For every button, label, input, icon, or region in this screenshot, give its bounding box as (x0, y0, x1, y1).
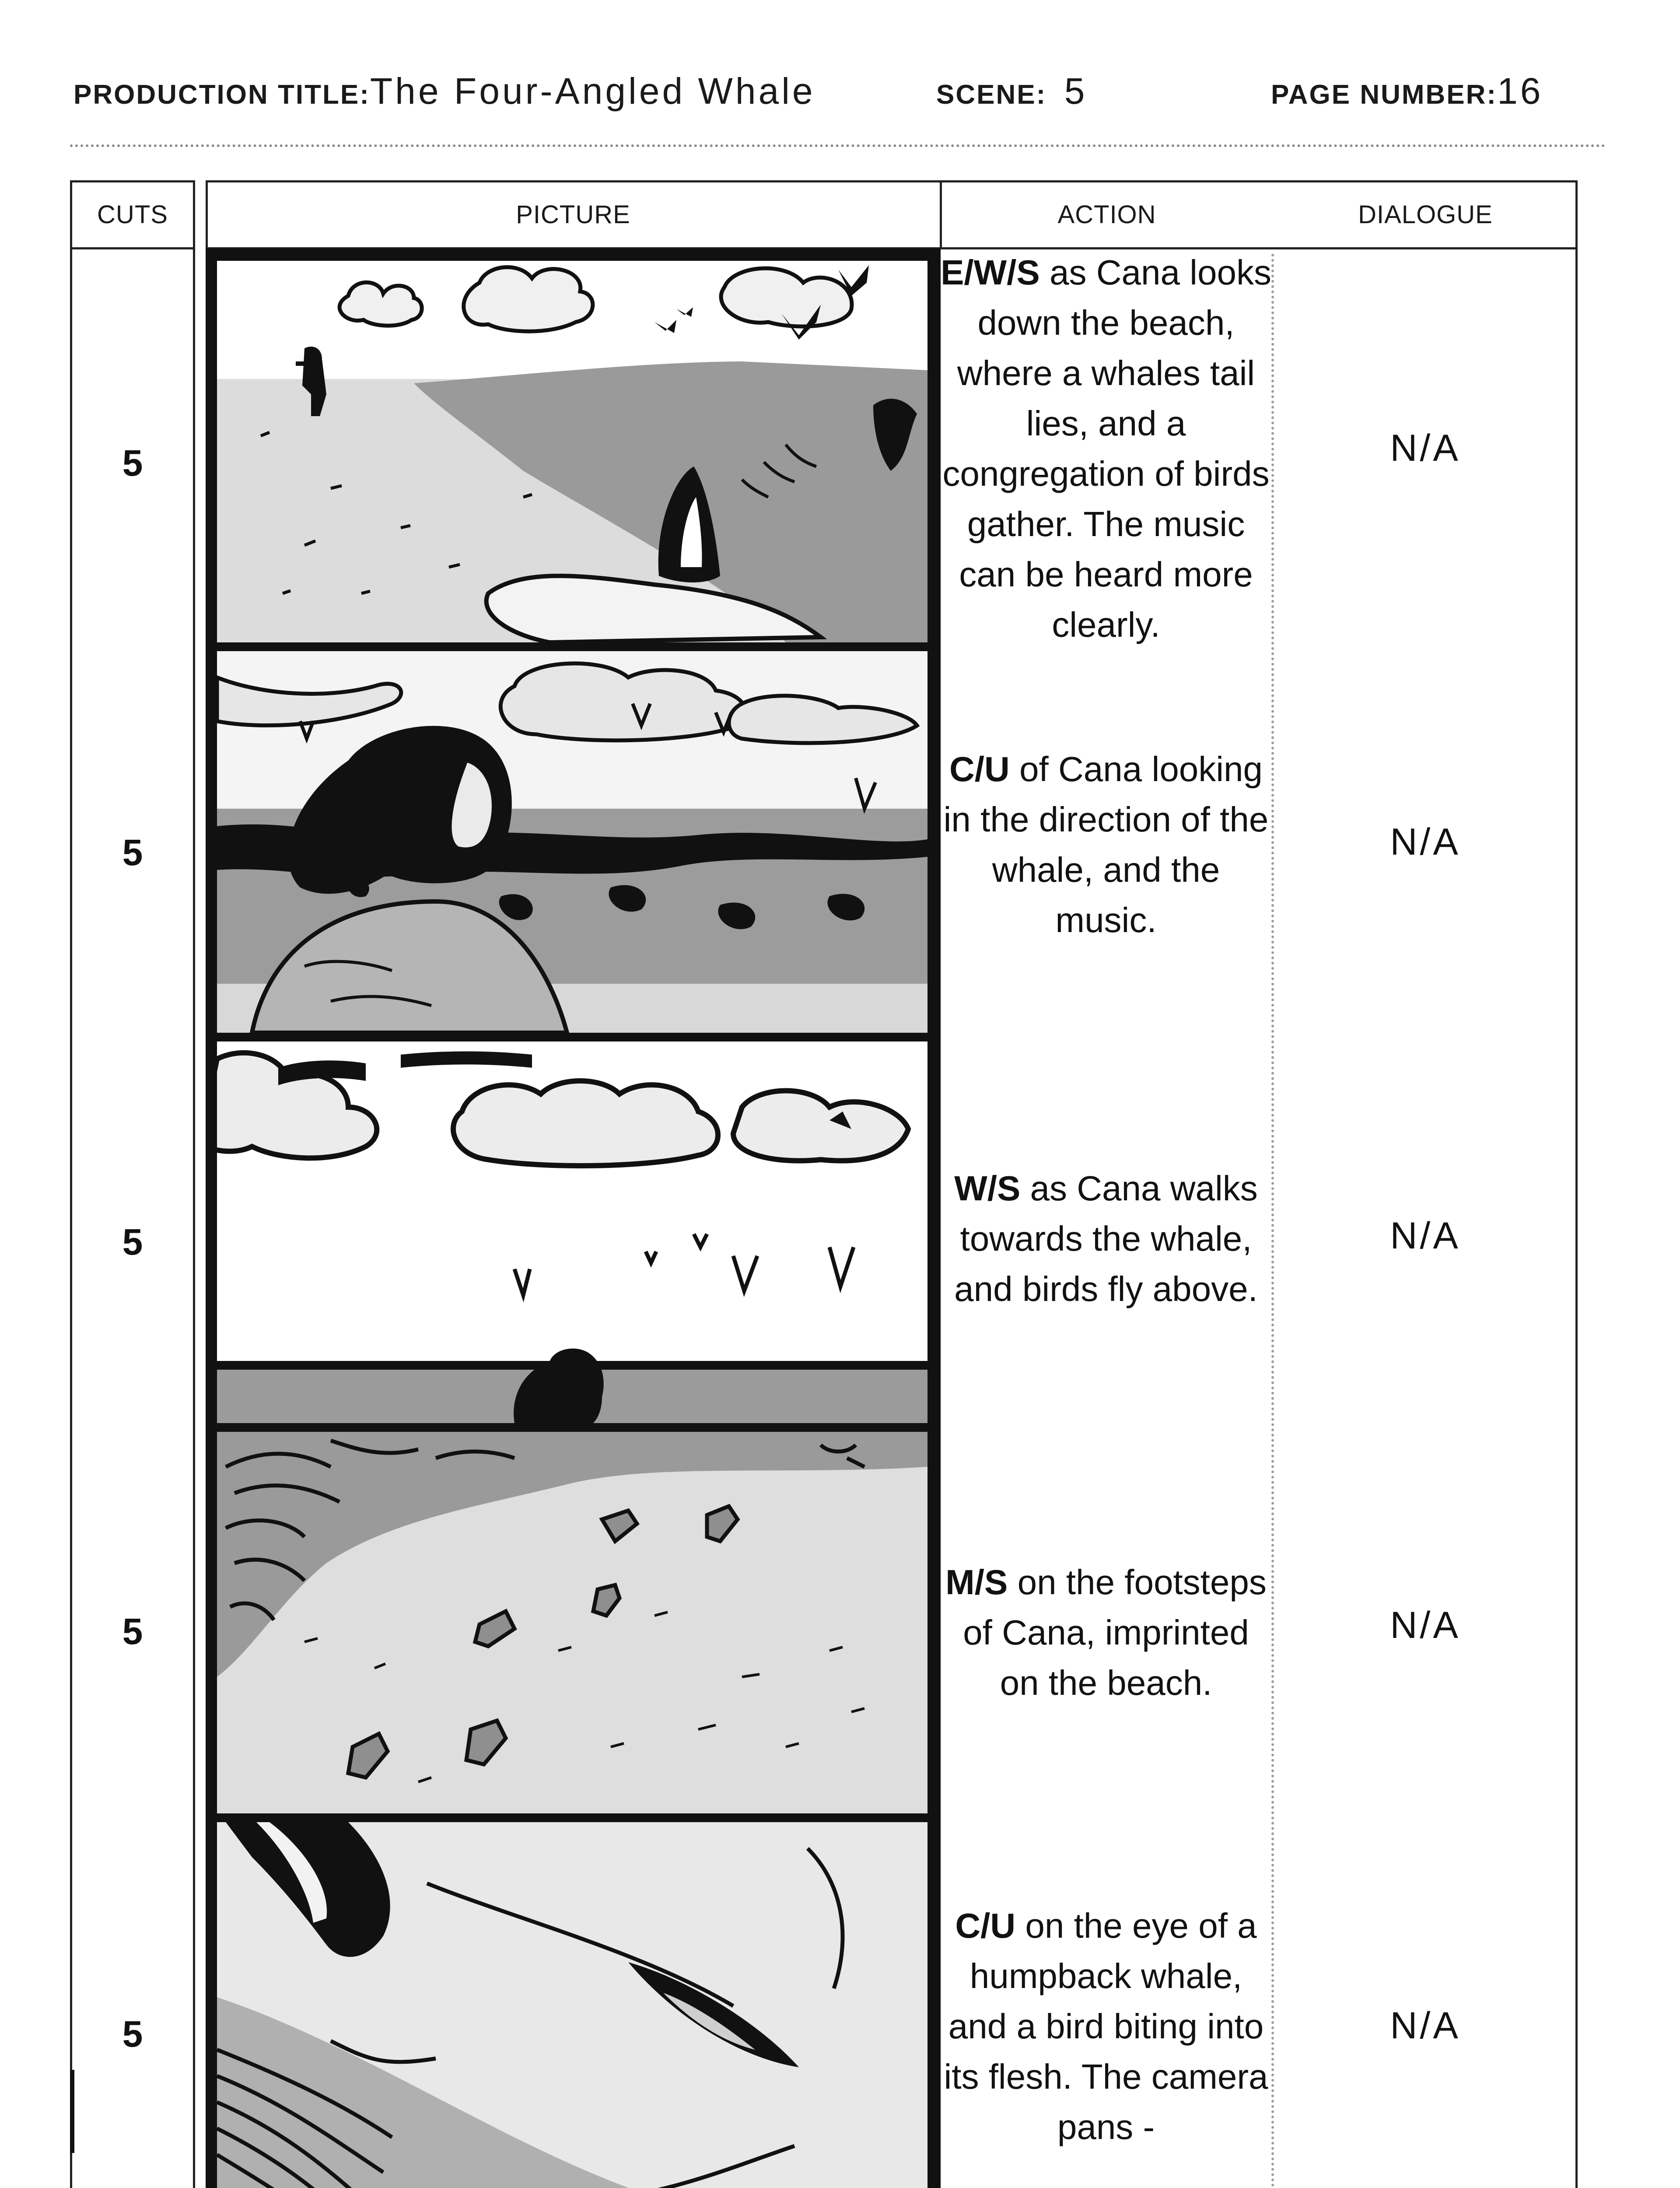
header-divider (70, 144, 1606, 147)
page-number-field (1271, 70, 1544, 112)
production-title-label: PRODUCTION TITLE: (74, 80, 370, 110)
action-description (941, 648, 1271, 1041)
shot-type: C/U (955, 1906, 1016, 1945)
production-title-value: The Four-Angled Whale (370, 70, 816, 112)
dialogue-text: N/A (1390, 1604, 1461, 1646)
production-title (74, 70, 816, 112)
action-text: on the footsteps of Cana, imprinted on the beach. (963, 1562, 1267, 1702)
action-text: as Cana walks towards the whale, and birds fly above. (954, 1168, 1258, 1308)
dialogue-text: N/A (1390, 1215, 1461, 1257)
shot-type: E/W/S (941, 253, 1040, 292)
storyboard-panel-whale-eye (217, 1822, 928, 2188)
storyboard-panel-cana-closeup (217, 651, 928, 1033)
cut-number: 5 (122, 2013, 143, 2055)
scene-value: 5 (1064, 70, 1088, 112)
dialogue-text: N/A (1390, 2005, 1461, 2047)
page-number-value: 16 (1497, 70, 1544, 112)
storyboard-panel-beach-whale-tail (217, 261, 928, 642)
cut-number: 5 (122, 832, 143, 873)
cut-number: 5 (122, 1611, 143, 1652)
action-description (941, 249, 1271, 648)
action-text: as Cana looks down the beach, where a whales tail lies, and a congregation of birds gather. The music can be heard more clearly. (942, 253, 1271, 644)
cut-number: 5 (122, 442, 143, 484)
shot-type: W/S (954, 1168, 1021, 1208)
action-description (941, 1829, 1271, 2188)
storyboard-panel-cana-wide (217, 1041, 928, 1423)
column-header-action: ACTION (1057, 200, 1156, 229)
action-description (941, 1041, 1271, 1435)
shot-type: M/S (945, 1562, 1008, 1602)
dialogue-text: N/A (1390, 821, 1461, 863)
cuts-column (70, 249, 195, 2188)
cut-number: 5 (122, 1221, 143, 1262)
scene-label: SCENE: (936, 80, 1047, 110)
column-header-cuts: CUTS (97, 200, 168, 229)
action-text: of Cana looking in the direction of the whale, and the music. (943, 750, 1269, 940)
scene-field (936, 70, 1087, 112)
column-header-picture: PICTURE (516, 200, 630, 229)
column-header-dialogue: DIALOGUE (1358, 200, 1493, 229)
action-text: on the eye of a humpback whale, and a bird biting into its flesh. The camera pans - (944, 1906, 1268, 2146)
storyboard-panel-footsteps (217, 1432, 928, 1813)
dialogue-text: N/A (1390, 427, 1461, 469)
shot-type: C/U (949, 750, 1010, 789)
page-number-label: PAGE NUMBER: (1271, 80, 1498, 110)
margin-mark (70, 2070, 74, 2153)
action-description (941, 1435, 1271, 1829)
